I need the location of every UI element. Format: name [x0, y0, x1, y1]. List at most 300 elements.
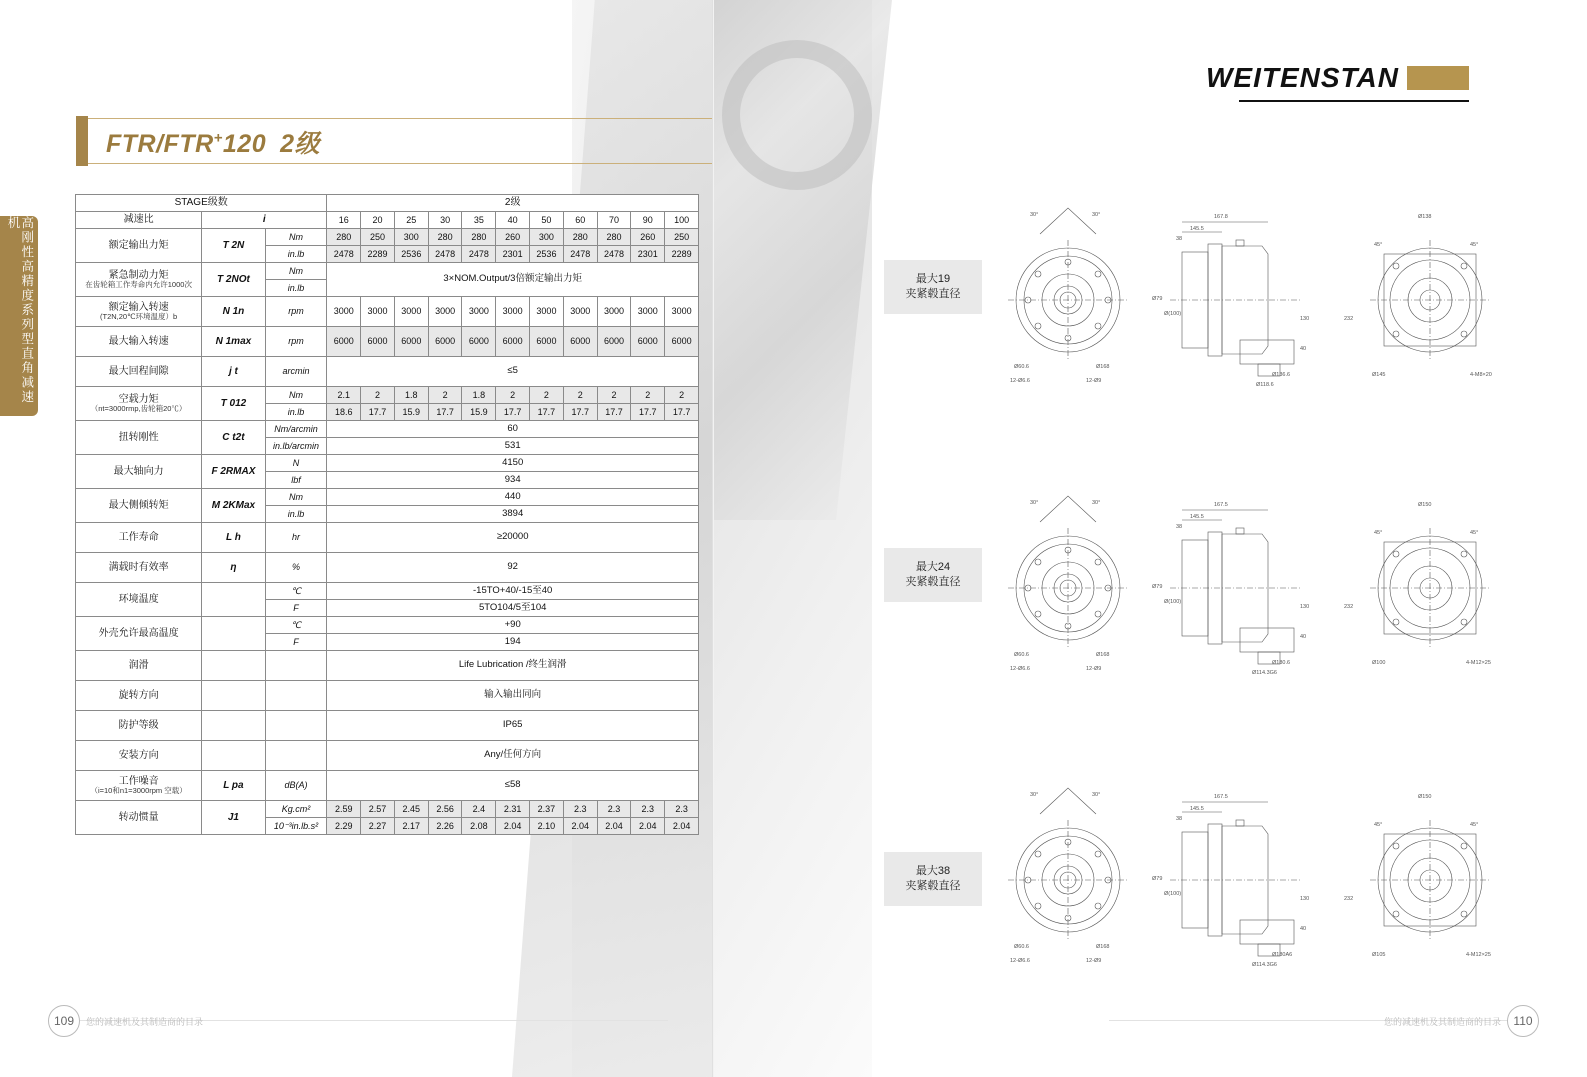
row-label: 额定输出力矩	[76, 229, 202, 263]
dim-body-len: 145.5	[1190, 514, 1204, 520]
cell: 2	[361, 387, 395, 404]
cell: 260	[631, 229, 665, 246]
ratio-value: 70	[597, 212, 631, 229]
cell: 2.37	[530, 801, 564, 818]
cell: 2	[428, 387, 462, 404]
cell: 2.27	[361, 818, 395, 835]
cell: 2.57	[361, 801, 395, 818]
dim-bore: Ø(100)	[1164, 311, 1182, 317]
page-number-right: 110	[1507, 1005, 1539, 1037]
cell: 3000	[530, 297, 564, 327]
dim-back2: Ø118.6	[1256, 382, 1274, 388]
dim-flange: Ø150	[1418, 794, 1432, 800]
row-unit: in.lb	[265, 246, 327, 263]
row-unit: 10⁻³in.lb.s²	[265, 818, 327, 835]
row-unit: hr	[265, 523, 327, 553]
table-row	[76, 741, 699, 771]
dim-back2: Ø114.3G6	[1252, 670, 1277, 676]
row-unit: lbf	[265, 472, 327, 489]
cell: 1.8	[462, 387, 496, 404]
left-page	[0, 0, 712, 1077]
table-row	[76, 212, 699, 229]
row-label: 润滑	[76, 651, 202, 681]
row-label: 最大输入转速	[76, 327, 202, 357]
dim-holes-2: 12-Ø9	[1086, 958, 1102, 964]
cell: 2.1	[327, 387, 361, 404]
merged-cell: ≤5	[327, 357, 699, 387]
dim-shaft: Ø79	[1152, 584, 1163, 590]
row-unit: arcmin	[265, 357, 327, 387]
cell: 260	[496, 229, 530, 246]
table-row	[76, 195, 699, 212]
spec-table-body	[76, 195, 699, 835]
cell: 2301	[496, 246, 530, 263]
title-stage: 2级	[280, 130, 321, 158]
row-unit: ℃	[265, 583, 327, 600]
dim-thread: 4-M12×25	[1466, 952, 1491, 958]
dim-holes-1: 12-Ø6.6	[1010, 958, 1030, 964]
cell: 2.10	[530, 818, 564, 835]
footer-note-left: 您的减速机及其制造商的目录	[86, 1016, 204, 1027]
table-row	[76, 681, 699, 711]
stage-value-cell: 2级	[327, 195, 699, 212]
dim-a4: 45°	[1470, 242, 1479, 248]
footer-right	[1384, 1005, 1539, 1037]
cell: 3000	[394, 297, 428, 327]
cell: 3000	[631, 297, 665, 327]
row-label-main: 空载力矩	[118, 393, 159, 405]
dim-d1: Ø60.6	[1014, 364, 1029, 370]
cell: 17.7	[496, 404, 530, 421]
row-label-main: 额定输入转速	[108, 301, 169, 313]
table-row	[76, 327, 699, 357]
row-label: 安装方向	[76, 741, 202, 771]
cell: 6000	[462, 327, 496, 357]
dim-shaft: Ø79	[1152, 876, 1163, 882]
merged-cell: 4150	[327, 455, 699, 472]
cell: 2	[597, 387, 631, 404]
row-label-sub: （nt=3000rmp,齿轮箱20℃）	[90, 404, 187, 414]
footer-left	[48, 1005, 203, 1037]
row-symbol: F 2RMAX	[202, 455, 265, 489]
row-symbol: T 2N	[202, 229, 265, 263]
cell: 6000	[496, 327, 530, 357]
dim-a4: 45°	[1470, 822, 1479, 828]
row-label: 最大轴向力	[76, 455, 202, 489]
cell: 2.3	[563, 801, 597, 818]
cell: 2.3	[665, 801, 699, 818]
dim-d2: Ø168	[1096, 364, 1110, 370]
callout-line-1: 最大24	[915, 561, 951, 574]
row-label: 外壳允许最高温度	[76, 617, 202, 651]
side-tab	[0, 216, 38, 416]
row-symbol: η	[202, 553, 265, 583]
cell: 2.04	[631, 818, 665, 835]
dim-back2: Ø114.3G6	[1252, 962, 1277, 968]
dim-body-len: 145.5	[1190, 806, 1204, 812]
cell: 2.08	[462, 818, 496, 835]
row-label: 转动惯量	[76, 801, 202, 835]
dim-holes-2: 12-Ø9	[1086, 378, 1102, 384]
cell: 2.59	[327, 801, 361, 818]
cell: 280	[563, 229, 597, 246]
row-unit: Nm	[265, 387, 327, 404]
row-label: 扭转刚性	[76, 421, 202, 455]
callout-line-1: 最大19	[915, 273, 951, 286]
row-unit: ℃	[265, 617, 327, 634]
row-label-main: 紧急制动力矩	[108, 269, 169, 281]
row-unit	[265, 681, 327, 711]
callout-line-2: 夹紧毂直径	[905, 576, 961, 588]
table-row	[76, 651, 699, 681]
cell: 3000	[496, 297, 530, 327]
row-unit	[265, 651, 327, 681]
cell: 2	[530, 387, 564, 404]
cell: 2.04	[563, 818, 597, 835]
table-row	[76, 357, 699, 387]
cell: 2289	[665, 246, 699, 263]
row-label-main: 工作噪音	[118, 775, 159, 787]
dim-total-len: 167.8	[1214, 214, 1228, 220]
cell: 3000	[327, 297, 361, 327]
dim-h3: 40	[1300, 346, 1307, 352]
dim-h2: 232	[1344, 896, 1354, 902]
dim-angle-2: 30°	[1092, 212, 1101, 218]
dim-bore: Ø(100)	[1164, 891, 1182, 897]
cell: 2478	[462, 246, 496, 263]
dim-angle-2: 30°	[1092, 500, 1101, 506]
cell: 6000	[530, 327, 564, 357]
dim-d1: Ø60.6	[1014, 652, 1029, 658]
title-accent-block	[76, 116, 88, 166]
merged-cell: 输入输出同向	[327, 681, 699, 711]
ratio-value: 60	[563, 212, 597, 229]
cell: 6000	[428, 327, 462, 357]
dim-holes-1: 12-Ø6.6	[1010, 666, 1030, 672]
dim-angle-1: 30°	[1030, 500, 1039, 506]
ratio-value: 100	[665, 212, 699, 229]
dim-h2: 232	[1344, 316, 1354, 322]
row-label	[76, 387, 202, 421]
merged-cell: 194	[327, 634, 699, 651]
dim-a3: 45°	[1374, 242, 1383, 248]
callout-line-2: 夹紧毂直径	[905, 288, 961, 300]
cell: 3000	[563, 297, 597, 327]
cell: 17.7	[665, 404, 699, 421]
dim-plate: Ø100	[1372, 660, 1386, 666]
cell: 2.3	[631, 801, 665, 818]
cell: 6000	[327, 327, 361, 357]
stage-label-cell: STAGE级数	[76, 195, 327, 212]
merged-cell: 934	[327, 472, 699, 489]
merged-cell: 440	[327, 489, 699, 506]
dim-h2: 232	[1344, 604, 1354, 610]
row-label: 环境温度	[76, 583, 202, 617]
gear-ring-decoration	[722, 40, 872, 190]
row-unit: in.lb	[265, 506, 327, 523]
title-series: FTR/FTR	[106, 130, 214, 158]
row-unit: dB(A)	[265, 771, 327, 801]
cell: 17.7	[631, 404, 665, 421]
row-label	[76, 263, 202, 297]
row-unit: F	[265, 600, 327, 617]
row-unit	[265, 741, 327, 771]
table-row	[76, 553, 699, 583]
cell: 2.04	[665, 818, 699, 835]
cell: 2.29	[327, 818, 361, 835]
table-row	[76, 229, 699, 246]
table-row	[76, 263, 699, 280]
row-symbol	[202, 681, 265, 711]
brand-name: WEITENSTAN	[1205, 62, 1399, 93]
logo-accent-bar	[1407, 66, 1469, 90]
page-number-left: 109	[48, 1005, 80, 1037]
cell: 2.45	[394, 801, 428, 818]
drawing-svg-2	[1000, 488, 1560, 688]
row-unit: in.lb	[265, 404, 327, 421]
dim-back: Ø180A6	[1272, 952, 1293, 958]
callout-box-2	[884, 548, 982, 602]
cell: 3000	[665, 297, 699, 327]
table-row	[76, 387, 699, 404]
cell: 300	[394, 229, 428, 246]
dim-d1: Ø60.6	[1014, 944, 1029, 950]
row-unit: %	[265, 553, 327, 583]
technical-drawing-3	[1000, 780, 1560, 980]
cell: 280	[428, 229, 462, 246]
row-symbol	[202, 651, 265, 681]
table-row	[76, 489, 699, 506]
cell: 1.8	[394, 387, 428, 404]
dim-flange: Ø150	[1418, 502, 1432, 508]
callout-box-1	[884, 260, 982, 314]
row-label: 最大侧倾转矩	[76, 489, 202, 523]
ratio-value: 30	[428, 212, 462, 229]
table-row	[76, 771, 699, 801]
row-label: 最大回程间隙	[76, 357, 202, 387]
cell: 15.9	[462, 404, 496, 421]
technical-drawing-1	[1000, 200, 1560, 400]
cell: 6000	[631, 327, 665, 357]
cell: 6000	[665, 327, 699, 357]
cell: 300	[530, 229, 564, 246]
cell: 2.56	[428, 801, 462, 818]
row-label-sub: （i=10和n1=3000rpm 空载）	[90, 786, 187, 796]
row-label: 工作寿命	[76, 523, 202, 553]
merged-cell: ≤58	[327, 771, 699, 801]
row-unit: Nm	[265, 263, 327, 280]
ratio-value: 20	[361, 212, 395, 229]
cell: 2.04	[597, 818, 631, 835]
cell: 3000	[361, 297, 395, 327]
row-unit: Nm	[265, 229, 327, 246]
row-symbol	[202, 583, 265, 617]
table-row	[76, 801, 699, 818]
callout-line-1: 最大38	[915, 865, 951, 878]
page-spine	[712, 0, 714, 1077]
row-label: 旋转方向	[76, 681, 202, 711]
dim-sub: 38	[1176, 816, 1183, 822]
dim-plate: Ø145	[1372, 372, 1386, 378]
row-unit: rpm	[265, 327, 327, 357]
cell: 17.7	[563, 404, 597, 421]
cell: 6000	[394, 327, 428, 357]
row-label	[76, 771, 202, 801]
dim-angle-1: 30°	[1030, 212, 1039, 218]
technical-drawing-2	[1000, 488, 1560, 688]
cell: 2478	[563, 246, 597, 263]
cell: 280	[597, 229, 631, 246]
row-unit: N	[265, 455, 327, 472]
drawing-svg-1	[1000, 200, 1560, 400]
cell: 18.6	[327, 404, 361, 421]
cell: 3000	[428, 297, 462, 327]
merged-cell: -15TO+40/-15至40	[327, 583, 699, 600]
dim-total-len: 167.5	[1214, 502, 1228, 508]
drawing-svg-3	[1000, 780, 1560, 980]
merged-cell: Life Lubrication /终生润滑	[327, 651, 699, 681]
dim-h3: 40	[1300, 634, 1307, 640]
row-symbol: T 012	[202, 387, 265, 421]
dim-a3: 45°	[1374, 530, 1383, 536]
callout-box-3	[884, 852, 982, 906]
dim-thread: 4-M12×25	[1466, 660, 1491, 666]
right-page	[712, 0, 1587, 1077]
cell: 2	[563, 387, 597, 404]
dim-holes-1: 12-Ø6.6	[1010, 378, 1030, 384]
cell: 2536	[530, 246, 564, 263]
cell: 2.4	[462, 801, 496, 818]
dim-angle-2: 30°	[1092, 792, 1101, 798]
row-symbol: j t	[202, 357, 265, 387]
merged-cell: 3×NOM.Output/3倍额定输出力矩	[327, 263, 699, 297]
dim-bore: Ø(100)	[1164, 599, 1182, 605]
merged-cell: ≥20000	[327, 523, 699, 553]
brand-logo	[1206, 62, 1469, 94]
dim-h3: 40	[1300, 926, 1307, 932]
table-row	[76, 421, 699, 438]
dim-a3: 45°	[1374, 822, 1383, 828]
table-row	[76, 583, 699, 600]
cell: 2.31	[496, 801, 530, 818]
callout-line-2: 夹紧毂直径	[905, 880, 961, 892]
merged-cell: 92	[327, 553, 699, 583]
merged-cell: Any/任何方向	[327, 741, 699, 771]
ratio-value: 16	[327, 212, 361, 229]
merged-cell: IP65	[327, 711, 699, 741]
cell: 2.17	[394, 818, 428, 835]
row-symbol	[202, 741, 265, 771]
row-symbol: N 1max	[202, 327, 265, 357]
ratio-value: 40	[496, 212, 530, 229]
cell: 2.04	[496, 818, 530, 835]
row-symbol: J1	[202, 801, 265, 835]
cell: 6000	[563, 327, 597, 357]
row-symbol: M 2KMax	[202, 489, 265, 523]
table-row	[76, 455, 699, 472]
dim-back: Ø180.6	[1272, 660, 1291, 666]
cell: 6000	[597, 327, 631, 357]
dim-d2: Ø168	[1096, 652, 1110, 658]
ratio-value: 90	[631, 212, 665, 229]
row-unit: F	[265, 634, 327, 651]
cell: 15.9	[394, 404, 428, 421]
dim-plate: Ø105	[1372, 952, 1386, 958]
cell: 2478	[327, 246, 361, 263]
dim-holes-2: 12-Ø9	[1086, 666, 1102, 672]
table-row	[76, 523, 699, 553]
dim-body-len: 145.5	[1190, 226, 1204, 232]
row-label: 防护等级	[76, 711, 202, 741]
side-tab-label: 高刚性高精度系列型直角减速机	[6, 216, 34, 405]
cell: 6000	[361, 327, 395, 357]
ratio-value: 25	[394, 212, 428, 229]
cell: 2	[631, 387, 665, 404]
dim-shaft: Ø79	[1152, 296, 1163, 302]
row-label	[76, 297, 202, 327]
row-symbol: N 1n	[202, 297, 265, 327]
cell: 250	[665, 229, 699, 246]
dim-h1: 130	[1300, 316, 1310, 322]
row-symbol: L pa	[202, 771, 265, 801]
dim-d2: Ø168	[1096, 944, 1110, 950]
ratio-value: 35	[462, 212, 496, 229]
row-unit: rpm	[265, 297, 327, 327]
ratio-symbol: i	[202, 212, 327, 229]
cell: 17.7	[428, 404, 462, 421]
cell: 280	[462, 229, 496, 246]
cell: 2536	[394, 246, 428, 263]
cell: 3000	[462, 297, 496, 327]
row-symbol: T 2NOt	[202, 263, 265, 297]
merged-cell: 3894	[327, 506, 699, 523]
dim-h1: 130	[1300, 896, 1310, 902]
cell: 250	[361, 229, 395, 246]
dim-flange: Ø138	[1418, 214, 1432, 220]
cell: 2289	[361, 246, 395, 263]
row-unit: in.lb/arcmin	[265, 438, 327, 455]
cell: 2.3	[597, 801, 631, 818]
row-symbol: L h	[202, 523, 265, 553]
row-symbol	[202, 617, 265, 651]
title-plus: +	[213, 129, 223, 147]
logo-underline	[1239, 100, 1469, 102]
row-symbol: C t2t	[202, 421, 265, 455]
row-label-sub: 在齿轮箱工作寿命内允许1000次	[85, 280, 192, 290]
dim-a4: 45°	[1470, 530, 1479, 536]
cell: 280	[327, 229, 361, 246]
title-bar	[76, 118, 712, 164]
table-row	[76, 711, 699, 741]
row-label: 满载时有效率	[76, 553, 202, 583]
row-symbol	[202, 711, 265, 741]
cell: 17.7	[361, 404, 395, 421]
cell: 2478	[428, 246, 462, 263]
page-title	[106, 124, 320, 160]
dim-thread: 4-M8×20	[1470, 372, 1492, 378]
dim-h1: 130	[1300, 604, 1310, 610]
table-row	[76, 297, 699, 327]
cell: 2.26	[428, 818, 462, 835]
specification-table	[75, 194, 699, 835]
cell: 2	[496, 387, 530, 404]
row-unit: Nm/arcmin	[265, 421, 327, 438]
cell: 2301	[631, 246, 665, 263]
cell: 2	[665, 387, 699, 404]
dim-sub: 38	[1176, 236, 1183, 242]
row-label-sub: (T2N,20℃环境温度）b	[100, 312, 178, 322]
row-unit: Nm	[265, 489, 327, 506]
